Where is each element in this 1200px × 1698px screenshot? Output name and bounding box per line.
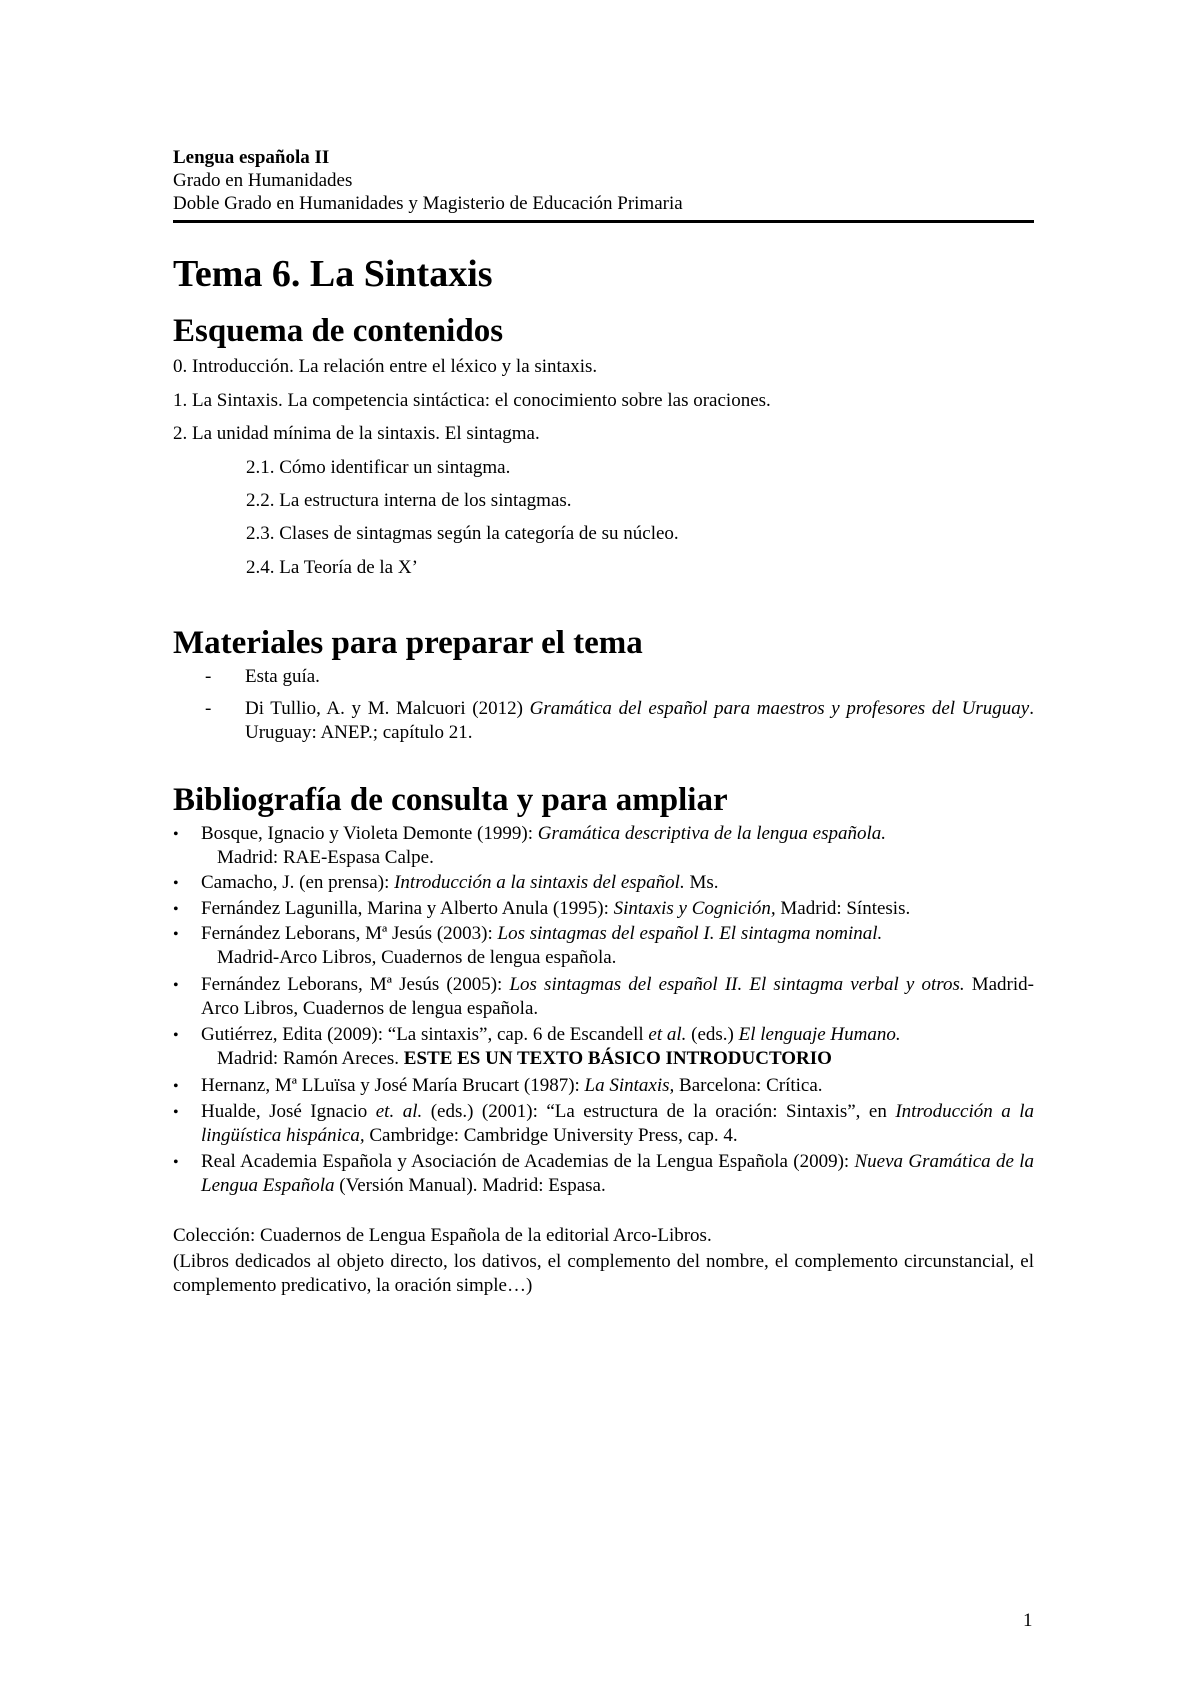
contents-heading: Esquema de contenidos (173, 313, 504, 349)
contents-item-0: 0. Introducción. La relación entre el léxico y la sintaxis. (173, 356, 598, 377)
bullet-marker: • (173, 875, 179, 892)
contents-subitem-2: 2.3. Clases de sintagmas según la categoría de su núcleo. (246, 523, 679, 544)
bullet-marker: • (173, 1027, 179, 1044)
bib-entry-7: Hualde, José Ignacio et. al. (eds.) (2001): “La estructura de la oración: Sintaxis”, en Introducción a la lingüística hispánica, Cambridge: Cambridge University Press, cap. 4. (201, 1101, 1035, 1146)
contents-subitem-3: 2.4. La Teoría de la X’ (246, 557, 418, 578)
collection-line-2: (Libros dedicados al objeto directo, los dativos, el complemento del nombre, el complemento circunstancial, el complemento predicativo, la oración simple…) (173, 1251, 1034, 1296)
contents-subitem-0: 2.1. Cómo identificar un sintagma. (246, 457, 511, 478)
materials-heading: Materiales para preparar el tema (173, 625, 643, 661)
bullet-marker: • (173, 1154, 179, 1171)
dash-marker: - (205, 666, 212, 687)
course-name: Lengua española II (173, 147, 330, 168)
bib-entry-5: Gutiérrez, Edita (2009): “La sintaxis”, cap. 6 de Escandell et al. (eds.) El lenguaje Humano. Madrid: Ramón Areces. ESTE ES UN TEXTO BÁSICO INTRODUCTORIO (201, 1024, 901, 1069)
contents-item-2: 2. La unidad mínima de la sintaxis. El sintagma. (173, 423, 540, 444)
degree-line-2: Doble Grado en Humanidades y Magisterio de Educación Primaria (173, 193, 683, 214)
dash-marker: - (205, 698, 212, 719)
bib-entry-4: Fernández Leborans, Mª Jesús (2005): Los sintagmas del español II. El sintagma verbal y otros. Madrid-Arco Libros, Cuadernos de lengua española. (201, 974, 1034, 1019)
header-rule (173, 220, 1034, 223)
bib-entry-1: Camacho, J. (en prensa): Introducción a la sintaxis del español. Ms. (201, 872, 719, 893)
page-number: 1 (1023, 1610, 1033, 1631)
bib-entry-3: Fernández Leborans, Mª Jesús (2003): Los sintagmas del español I. El sintagma nominal. Madrid-Arco Libros, Cuadernos de lengua española. (201, 923, 883, 968)
bullet-marker: • (173, 977, 179, 994)
bib-entry-8: Real Academia Española y Asociación de Academias de la Lengua Española (2009): Nueva Gramática de la Lengua Española (Versión Manual). Madrid: Espasa. (201, 1151, 1034, 1196)
bullet-marker: • (173, 901, 179, 918)
contents-item-1: 1. La Sintaxis. La competencia sintáctica: el conocimiento sobre las oraciones. (173, 390, 771, 411)
bullet-marker: • (173, 826, 179, 843)
bib-entry-0: Bosque, Ignacio y Violeta Demonte (1999): Gramática descriptiva de la lengua española. Madrid: RAE-Espasa Calpe. (201, 823, 887, 868)
bullet-marker: • (173, 926, 179, 943)
materials-item-1: Esta guía. (245, 666, 320, 687)
collection-line-1: Colección: Cuadernos de Lengua Española de la editorial Arco-Libros. (173, 1225, 712, 1246)
bib-entry-2: Fernández Lagunilla, Marina y Alberto Anula (1995): Sintaxis y Cognición, Madrid: Síntesis. (201, 898, 911, 919)
bib-entry-6: Hernanz, Mª LLuïsa y José María Brucart (1987): La Sintaxis, Barcelona: Crítica. (201, 1075, 823, 1096)
bullet-marker: • (173, 1078, 179, 1095)
materials-item-2: Di Tullio, A. y M. Malcuori (2012) Gramática del español para maestros y profesores del Uruguay. Uruguay: ANEP.; capítulo 21. (245, 698, 1034, 743)
bibliography-heading: Bibliografía de consulta y para ampliar (173, 782, 728, 818)
bullet-marker: • (173, 1104, 179, 1121)
contents-subitem-1: 2.2. La estructura interna de los sintagmas. (246, 490, 572, 511)
document-header (173, 146, 1034, 215)
page-title: Tema 6. La Sintaxis (173, 253, 493, 295)
degree-line-1: Grado en Humanidades (173, 170, 353, 191)
